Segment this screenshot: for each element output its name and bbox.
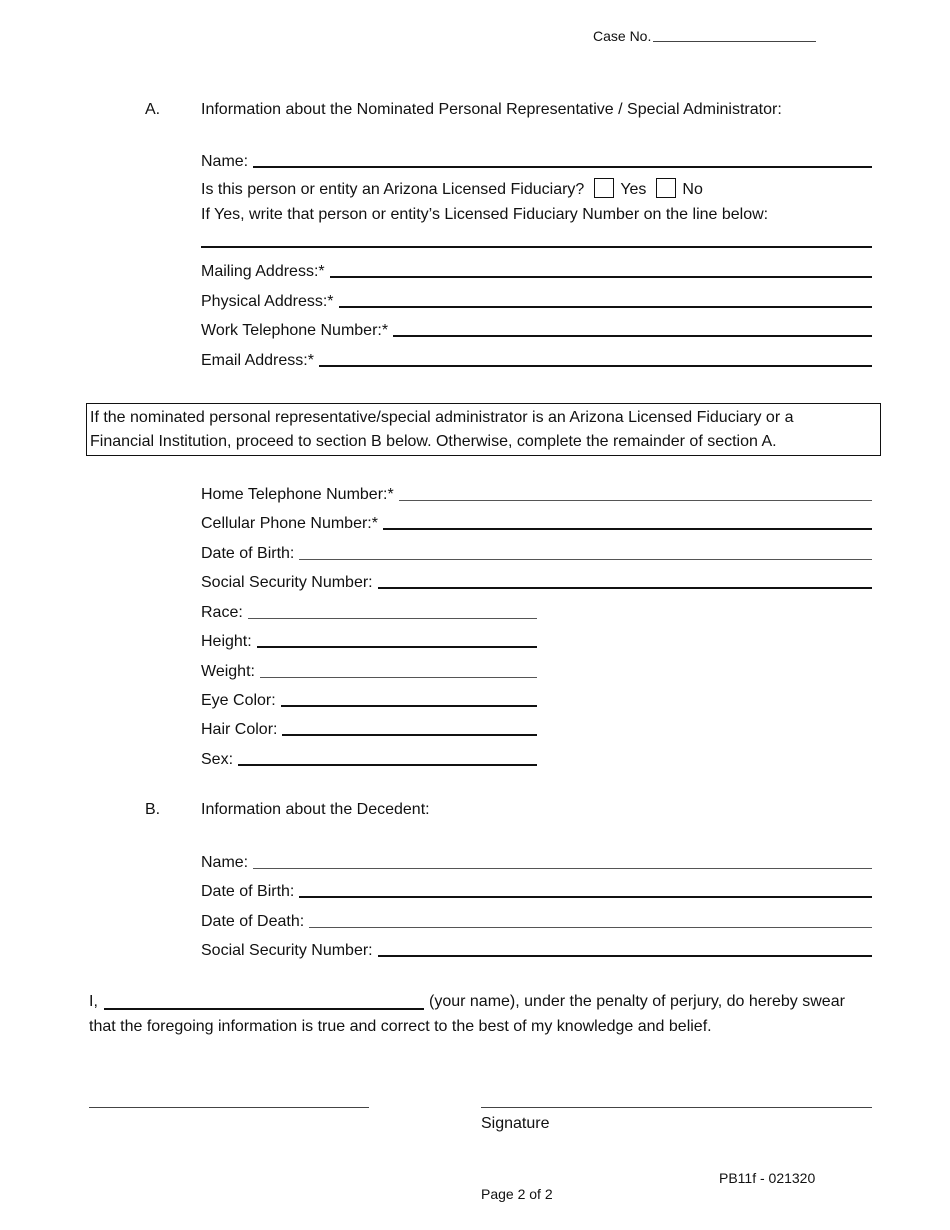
cell-phone-field[interactable] — [383, 528, 872, 530]
oath-line-1: (your name), under the penalty of perjury, do hereby swear — [429, 993, 845, 1010]
page-number: Page 2 of 2 — [481, 1186, 553, 1202]
sex-label: Sex: — [201, 751, 234, 768]
height-field[interactable] — [257, 646, 537, 648]
hair-color-field[interactable] — [282, 734, 537, 736]
mailing-address-field[interactable] — [330, 276, 872, 278]
decedent-name-label: Name: — [201, 854, 249, 871]
fiduciary-question-row — [201, 178, 703, 199]
rep-dob-field[interactable] — [299, 559, 872, 560]
home-phone-label: Home Telephone Number:* — [201, 486, 394, 503]
eye-color-field[interactable] — [281, 705, 537, 707]
decedent-dod-label: Date of Death: — [201, 913, 305, 930]
home-phone-row — [201, 482, 872, 504]
weight-field[interactable] — [260, 677, 537, 678]
work-phone-label: Work Telephone Number:* — [201, 322, 389, 339]
home-phone-field[interactable] — [399, 500, 872, 501]
race-field[interactable] — [248, 618, 537, 619]
fiduciary-yes-checkbox[interactable] — [594, 178, 614, 198]
oath-name-field[interactable] — [104, 1008, 424, 1010]
oath-line-2: that the foregoing information is true and correct to the best of my knowledge and belief. — [89, 1018, 712, 1035]
physical-address-field[interactable] — [339, 306, 872, 308]
rep-dob-label: Date of Birth: — [201, 545, 295, 562]
section-a-title: Information about the Nominated Personal Representative / Special Administrator: — [201, 101, 782, 118]
rep-ssn-row — [201, 570, 872, 592]
decedent-dod-row — [201, 909, 872, 931]
mailing-address-row — [201, 259, 872, 281]
rep-name-row — [201, 149, 872, 171]
rep-name-field[interactable] — [253, 166, 872, 168]
decedent-dod-field[interactable] — [309, 927, 872, 928]
cell-phone-row — [201, 511, 872, 533]
section-b-title: Information about the Decedent: — [201, 801, 430, 818]
form-code: PB11f - 021320 — [719, 1170, 816, 1186]
decedent-ssn-row — [201, 938, 872, 960]
fiduciary-no-checkbox[interactable] — [656, 178, 676, 198]
eye-color-row — [201, 688, 537, 710]
fiduciary-number-field[interactable] — [201, 246, 872, 248]
email-label: Email Address:* — [201, 352, 314, 369]
fiduciary-question: Is this person or entity an Arizona Licensed Fiduciary? — [201, 181, 585, 198]
fiduciary-instruction: If Yes, write that person or entity’s Licensed Fiduciary Number on the line below: — [201, 206, 769, 223]
fiduciary-yes-label: Yes — [620, 181, 647, 198]
case-number-field[interactable] — [653, 41, 816, 42]
decedent-name-row — [201, 850, 872, 872]
fiduciary-no-label: No — [682, 181, 703, 198]
height-row — [201, 629, 537, 651]
section-b-letter: B. — [145, 801, 161, 818]
rep-dob-row — [201, 541, 872, 563]
decedent-name-field[interactable] — [253, 868, 872, 869]
race-row — [201, 600, 537, 622]
weight-label: Weight: — [201, 663, 255, 680]
rep-ssn-field[interactable] — [378, 587, 872, 589]
email-field[interactable] — [319, 365, 872, 367]
cell-phone-label: Cellular Phone Number:* — [201, 515, 378, 532]
notice-line-1: If the nominated personal representative/special administrator is an Arizona Licensed Fiduciary or a — [90, 409, 794, 426]
race-label: Race: — [201, 604, 243, 621]
date-line[interactable] — [89, 1107, 369, 1108]
notice-box — [86, 403, 881, 456]
work-phone-field[interactable] — [393, 335, 872, 337]
oath-prefix: I, — [89, 993, 98, 1010]
decedent-ssn-field[interactable] — [378, 955, 872, 957]
rep-name-label: Name: — [201, 153, 249, 170]
case-number-label: Case No. — [593, 28, 652, 44]
hair-color-row — [201, 717, 537, 739]
decedent-dob-field[interactable] — [299, 896, 872, 898]
section-a-letter: A. — [145, 101, 161, 118]
sex-field[interactable] — [238, 764, 537, 766]
signature-line[interactable] — [481, 1107, 872, 1108]
mailing-address-label: Mailing Address:* — [201, 263, 325, 280]
weight-row — [201, 659, 537, 681]
sex-row — [201, 747, 537, 769]
eye-color-label: Eye Color: — [201, 692, 276, 709]
decedent-dob-row — [201, 879, 872, 901]
decedent-ssn-label: Social Security Number: — [201, 942, 373, 959]
hair-color-label: Hair Color: — [201, 721, 278, 738]
decedent-dob-label: Date of Birth: — [201, 883, 295, 900]
work-phone-row — [201, 318, 872, 340]
physical-address-label: Physical Address:* — [201, 293, 334, 310]
rep-ssn-label: Social Security Number: — [201, 574, 373, 591]
physical-address-row — [201, 289, 872, 311]
signature-label: Signature — [481, 1115, 550, 1132]
notice-line-2: Financial Institution, proceed to section B below. Otherwise, complete the remainder of section A. — [90, 433, 777, 450]
height-label: Height: — [201, 633, 252, 650]
email-row — [201, 348, 872, 370]
